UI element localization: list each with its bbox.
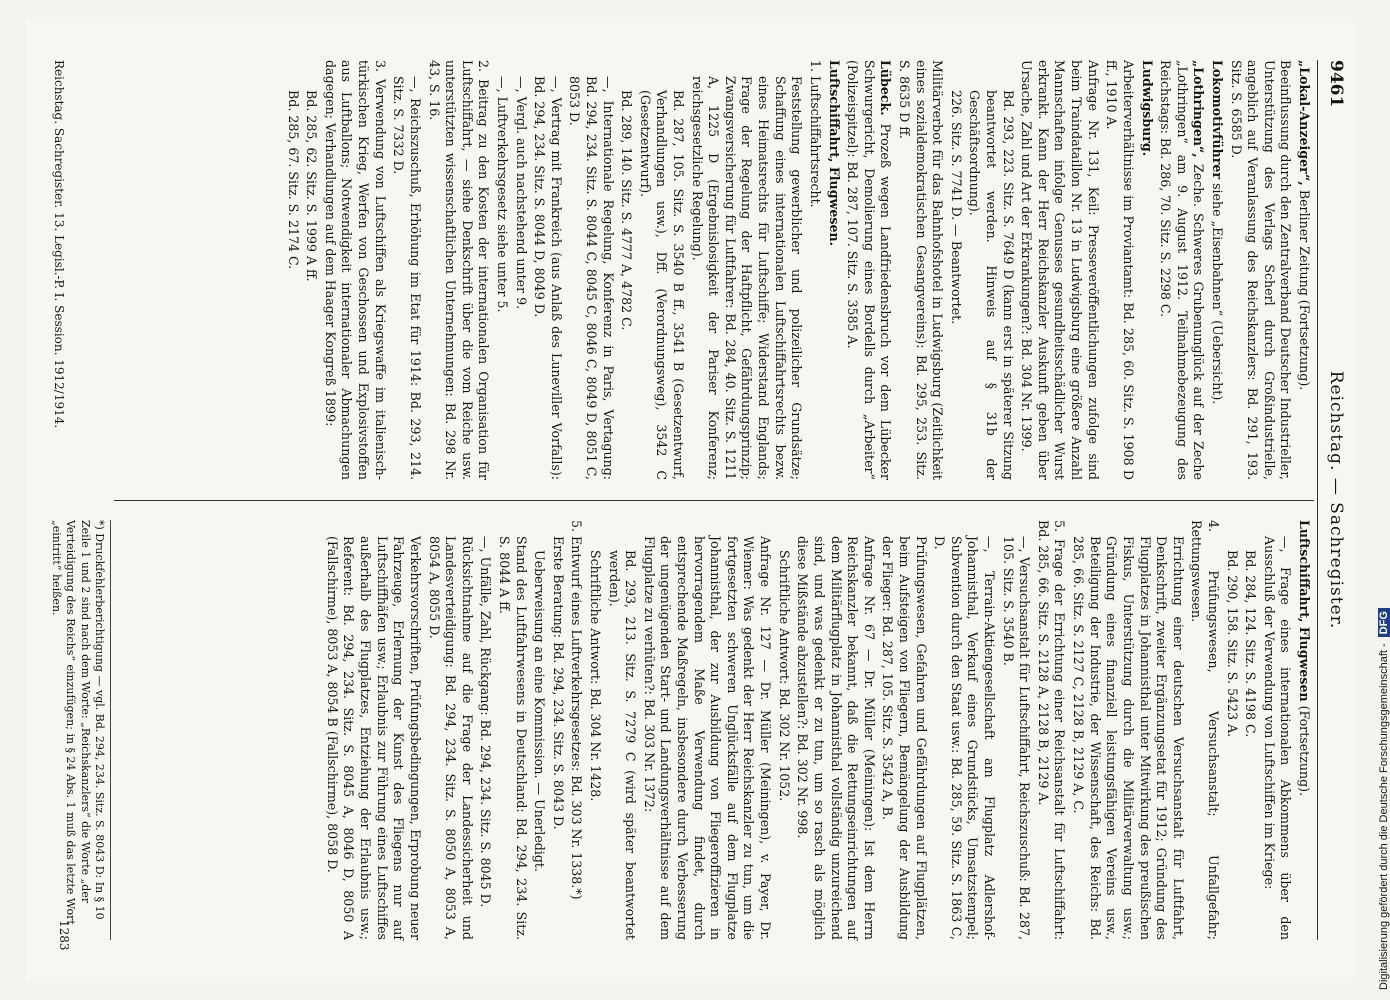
entry-heading: „Lokal-Anzeiger“, [1297,60,1312,186]
entry-heading: Lübeck. [878,60,894,116]
left-column [282,60,1312,480]
index-entry [495,536,528,940]
entry-text: Bd. 290, 158. Sitz. S. 5423 A. [1224,550,1240,738]
index-entry [640,536,773,940]
entry-text: Bd. 287, 105. Sitz. S. 3540 B ff., 3541 B (Gesetzentwurf, Verhandlungen usw.), Dff. (Verordnungsweg), 3542 C (Gesetzentwurf). [637,90,687,480]
entry-text: 226. Sitz. S. 7741 D. — Beantwortet. [948,90,964,325]
index-entry [1034,520,1067,940]
index-entry [794,536,877,940]
index-entry [1295,60,1312,480]
index-entry [284,90,301,480]
entry-text: Erste Beratung: Bd. 294, 234. Sitz. S. 8043 D. [550,536,566,830]
entry-text: 2. Beitrag zu den Kosten der internationalen Organisation für Luftschiffahrt, — siehe Denkschrift über die vom Reiche usw. unterstützten wissenschaftlichen Unternehmungen: Bd. 298 Nr. 43, S. 16. [426,60,492,480]
entry-text: Bd. 293, 223. Sitz. S. 7649 D (kann erst in späterer Sitzung beantwortet werden. Hinweis auf § 31b der Geschäftsordnung). [967,90,1016,480]
entry-text: Zeche. Schweres Grubenunglück auf der Zeche „Lothringen“ am 9. August 1912. Teilnahmebezeugung des Reichstags: Bd. 286, 70. Sitz. S. 2298 C. [1158,60,1207,480]
index-entry [688,76,804,480]
index-entry [879,536,929,940]
entry-text: Prozeß wegen Landfriedensbruch vor dem Lübecker Schwurgericht, Demolierung eines Bordells durch „Arbeiter“ (Polizeispitzel): Bd. 287, 107. Sitz. S. 3585 A. [845,60,894,480]
entry-heading: „Lothringen“, [1191,60,1207,158]
index-entry [1018,60,1101,480]
index-entry [549,536,566,940]
entry-heading: Luftschiffahrt, Flugwesen [1297,520,1312,702]
page-header [1320,60,1346,940]
entry-text: Feststellung gewerblicher und polizeilicher Grundsätze; Schaffung eines internationalen Luftschiffahrtsrechts bezw. eines Heimatsrechts für Luftschiffe; Widerstand Englands; Frage der Regelung der Haftpflicht, Gefährdungsprinzip; Zwangsversicherung für Luftfahrer: Bd. 284, 40. Sitz. S. 1211 A, 1225 D (Ergebnislosigkeit der Pariser Konferenz; reichsgesetzliche Regelung). [689,76,805,480]
entry-text: Militärverbot für das Bahnhofshotel in Ludwigsburg (Zeitlichkeit eines sozialdemokratischen Gesangvereins): Bd. 295, 253. Sitz. S. 8635 D ff. [896,60,946,480]
entry-heading: Ludwigsburg. [1139,60,1155,157]
dfg-logo: DFG [1378,608,1390,637]
entry-text: Errichtung einer deutschen Versuchsanstalt für Luftfahrt, Denkschrift, zweiter Ergänzungsetat für 1912; Gründung des Flugplatzes in Johannisthal unter Mitwirkung des preußischen Fiskus, Unterstützung durch die Militärverwaltung usw.; Gründung eines finanziell leistungsfähigen Vereins usw., Beteiligung der Industrie, der Wissenschaft, des Reichs: Bd. 285, 66. Sitz. S. 2127 C, 2128 B, 2129 A, C. [1071,536,1186,940]
footer-page-number: 1283 [57,920,71,951]
entry-text: —, Frage eines internationalen Abkommens über den Ausschluß der Verwendung von Luftschiffen im Kriege: [1261,536,1294,940]
entry-text: Bd. 285, 67. Sitz. S. 2174 C. [285,90,301,270]
index-entry [605,550,638,940]
entry-text: —, Versuchsanstalt für Luftschiffahrt, Reichszuschuß: Bd. 287, 105. Sitz. S. 3540 B. [1000,536,1033,940]
index-entry [1188,520,1221,940]
digitization-credit [1378,608,1390,990]
column-divider [114,500,1314,501]
entry-text: —, Vergl. auch nachstehend unter 9. [513,76,529,310]
index-entry [425,536,475,940]
entry-text: (Fortsetzung). [1297,705,1312,797]
index-entry [1295,520,1312,940]
footnote: *) Druckfehlerberichtigung — vgl. Bd. 294, 234. Sitz. S. 8043 D: In § 10 Zeile 1 und 2 sind nach dem Worte: „Reichskanzlers“ die Worte „der Verteidigung des Reichs“ einzufügen; in § 24 Abs. 1 muß das letzte Wort „eintritt“ heißen. [49,520,111,940]
index-entry [390,76,423,480]
entry-text: Bd. 284, 124. Sitz. S. 4198 C. [1243,550,1259,738]
entry-text: 3. Verwendung von Luftschiffen als Kriegswaffe im italienisch-türkischen Krieg, Werfen von Geschossen und Explosivstoffen aus Luftballons; Notwendigkeit internationaler Abmachungen dagegen; Verhandlungen auf dem Haager Kongreß 1899: [322,60,388,480]
entry-text: Schriftliche Antwort: Bd. 302 Nr. 1052. [776,550,792,802]
index-entry [321,60,387,480]
index-entry [806,60,823,480]
index-entry [1260,536,1293,940]
entry-text: Bd. 289, 140. Sitz. S. 4777 A, 4782 C. [619,90,635,331]
entry-text: —, Vertrag mit Frankreich (aus Anlaß des Luneviller Vorfalls): Bd. 294, 234. Sitz. S. 8044 D, 8049 D. [532,76,564,480]
index-entry [999,536,1032,940]
index-entry [1103,60,1136,480]
index-entry [1069,536,1185,940]
index-entry [844,60,894,480]
entry-text: Bd. 293, 213. Sitz. S. 7279 C (wird später beantwortet werden). [606,550,639,940]
entry-text: Anfrage Nr. 67 — Dr. Müller (Meiningen): Ist dem Herrn Reichskanzler bekannt, daß die Rettungseinrichtungen auf dem Militärflugplatz in Johannisthal vollständig unzureichend sind, und was gedenkt er zu tun, um so rasch als möglich diese Mißstände abzustellen?: Bd. 302 Nr. 998. [795,536,877,940]
credit-text: Digitalisierung gefördert durch die Deutsche Forschungsgemeinschaft - [1378,643,1390,990]
index-entry [425,60,491,480]
entry-text: Bd. 285, 62. Sitz. S. 1999 A ff. [304,90,320,282]
footer-left-text: Reichstag. Sachregister. 13. Legisl.-P. I. Session. 1912/1914. [52,60,66,429]
index-entry [303,90,320,480]
index-entry [493,76,510,480]
index-entry [568,520,585,940]
page-title: Reichstag. — Sachregister. [1326,370,1346,630]
index-entry [636,90,686,480]
entry-text: Beeinflussung durch den Zentralverband Deutscher Industrieller, Unterstützung des Verlags Scherl durch Großindustrielle, angeblich auf Veranlassung des Reichskanzlers: Bd. 291, 193. Sitz. S. 6585 D. [1228,60,1294,480]
header-rule [1317,60,1318,940]
index-entry [825,60,842,480]
entry-text: —, Terrain-Aktiengesellschaft am Flugplatz Adlershof-Johannisthal, Verkauf eines Grundstücks, Umsatzstempel; Subvention durch den Staat usw.: Bd. 285, 59. Sitz. S. 1863 C, D. [932,536,998,940]
right-column [321,520,1312,940]
entry-text: 5. Entwurf eines Luftverkehrsgesetzes: Bd. 303 Nr. 1338.*) [569,520,585,900]
index-entry [1223,550,1240,940]
entry-text: 4. Prüfungswesen, Versuchsanstalt; Unfallgefahr; Rettungswesen. [1189,520,1221,940]
entry-text: —, Internationale Regelung, Konferenz in Paris, Vertagung: Bd. 294, 234. Sitz. S. 8044 C, 8045 C, 8046 C, 8049 D, 8051 C, 8053 D. [567,76,616,480]
index-entry [895,60,945,480]
index-entry [947,90,964,480]
entry-text: —, Reichszuschuß, Erhöhung im Etat für 1914: Bd. 293, 214. Sitz. S. 7332 D. [391,76,423,480]
entry-text: 5. Frage der Errichtung einer Reichsanstalt für Luftschiffahrt: Bd. 285, 66. Sitz. S. 2128 A, 2128 B, 2129 A. [1035,520,1068,940]
index-entry [966,90,1016,480]
entry-text: Verkehrsvorschriften, Prüfungsbedingungen, Erprobung neuer Fahrzeuge, Erlernung der Kunst des Fliegens nur auf Luftschiffhäfen usw.; Erlaubnis zur Führung eines Luftschiffes außerhalb des Flugplatzes, Entziehung der Erlaubnis usw.; Referent: Bd. 294, 234. Sitz. S. 8045 A, 8046 D, 8050 A (Fallschirme), 8053 A, 8054 B (Fallschirme), 8058 D. [324,536,423,940]
index-entry [323,536,423,940]
entry-text: Anfrage Nr. 131, Keil: Presseveröffentlichungen zufolge sind beim Traindataillon Nr. 13 in Ludwigsburg eine größere Anzahl Mannschaften infolge Genusses gesundheitsschädlicher Wurst erkrankt. Kann der Herr Reichskanzler Auskunft geben über Ursache, Zahl und Art der Erkrankungen?: Bd. 304 Nr. 1399. [1019,60,1101,480]
entry-text: —, Unfälle, Zahl, Rückgang: Bd. 294, 234. Sitz. S. 8045 D. [478,536,494,908]
entry-text: Stand des Luftfahrwesens in Deutschland: Bd. 294, 234. Sitz. S. 8044 A ff. [496,536,529,940]
index-entry [775,550,792,940]
page-number: 9461 [1326,60,1346,108]
entry-text: —, Luftverkehrsgesetz siehe unter 5. [494,76,510,313]
entry-text: Berliner Zeitung (Fortsetzung). [1297,189,1312,391]
index-entry [512,76,529,480]
entry-heading: Luftschiffahrt, Flugwesen. [826,60,842,247]
entry-text: Ueberweisung an eine Kommission. — Unerledigt. [532,550,548,872]
index-entry [1138,60,1155,480]
entry-text: siehe „Eisenbahnen“ (Uebersicht). [1209,183,1225,405]
entry-text: Schriftliche Antwort: Bd. 304 Nr. 1428. [588,550,604,802]
index-entry [1208,60,1225,480]
entry-text: 1. Luftschiffahrtsrecht. [807,60,823,208]
index-entry [531,76,564,480]
index-entry [618,90,635,480]
index-entry [566,76,616,480]
scanned-page [26,20,1356,980]
entry-text: Prüfungswesen, Gefahren und Gefährdungen auf Flugplätzen, beim Aufsteigen von Fliegern, Bemängelung der Ausbildung der Flieger: Bd. 287, 105. Sitz. S. 3542 A, B. [880,536,929,940]
index-entry [1157,60,1207,480]
index-entry [931,536,997,940]
entry-text: Arbeiterverhältnisse im Proviantamt: Bd. 285, 60. Sitz. S. 1908 D ff., 1910 A. [1104,60,1136,480]
entry-text: Anfrage Nr. 127 — Dr. Müller (Meiningen), v. Payer, Dr. Wiemer: Was gedenkt der Herr Reichskanzler zu tun, um die fortgesetzten schweren Unglücksfälle auf dem Flugplatze Johannisthal, der zur Ausbildung von Fliegeroffizieren in hervorragendem Maße Verwendung findet, durch entsprechende Maßregeln, insbesondere durch Verbesserung der ungenügenden Start- und Landungsverhältnisse auf dem Flugplatze zu verhüten?: Bd. 303 Nr. 1372: [641,536,774,940]
index-entry [1227,60,1293,480]
entry-heading: Lokomotivführer [1209,60,1225,180]
entry-text: Rücksichtnahme auf die Frage der Landessicherheit und Landesverteidigung: Bd. 294, 234. Sitz. S. 8050 A, 8053 A, 8054 A, 8055 D. [426,536,475,940]
index-entry [477,536,494,940]
index-entry [531,550,548,940]
index-entry [1242,550,1259,940]
index-entry [586,550,603,940]
